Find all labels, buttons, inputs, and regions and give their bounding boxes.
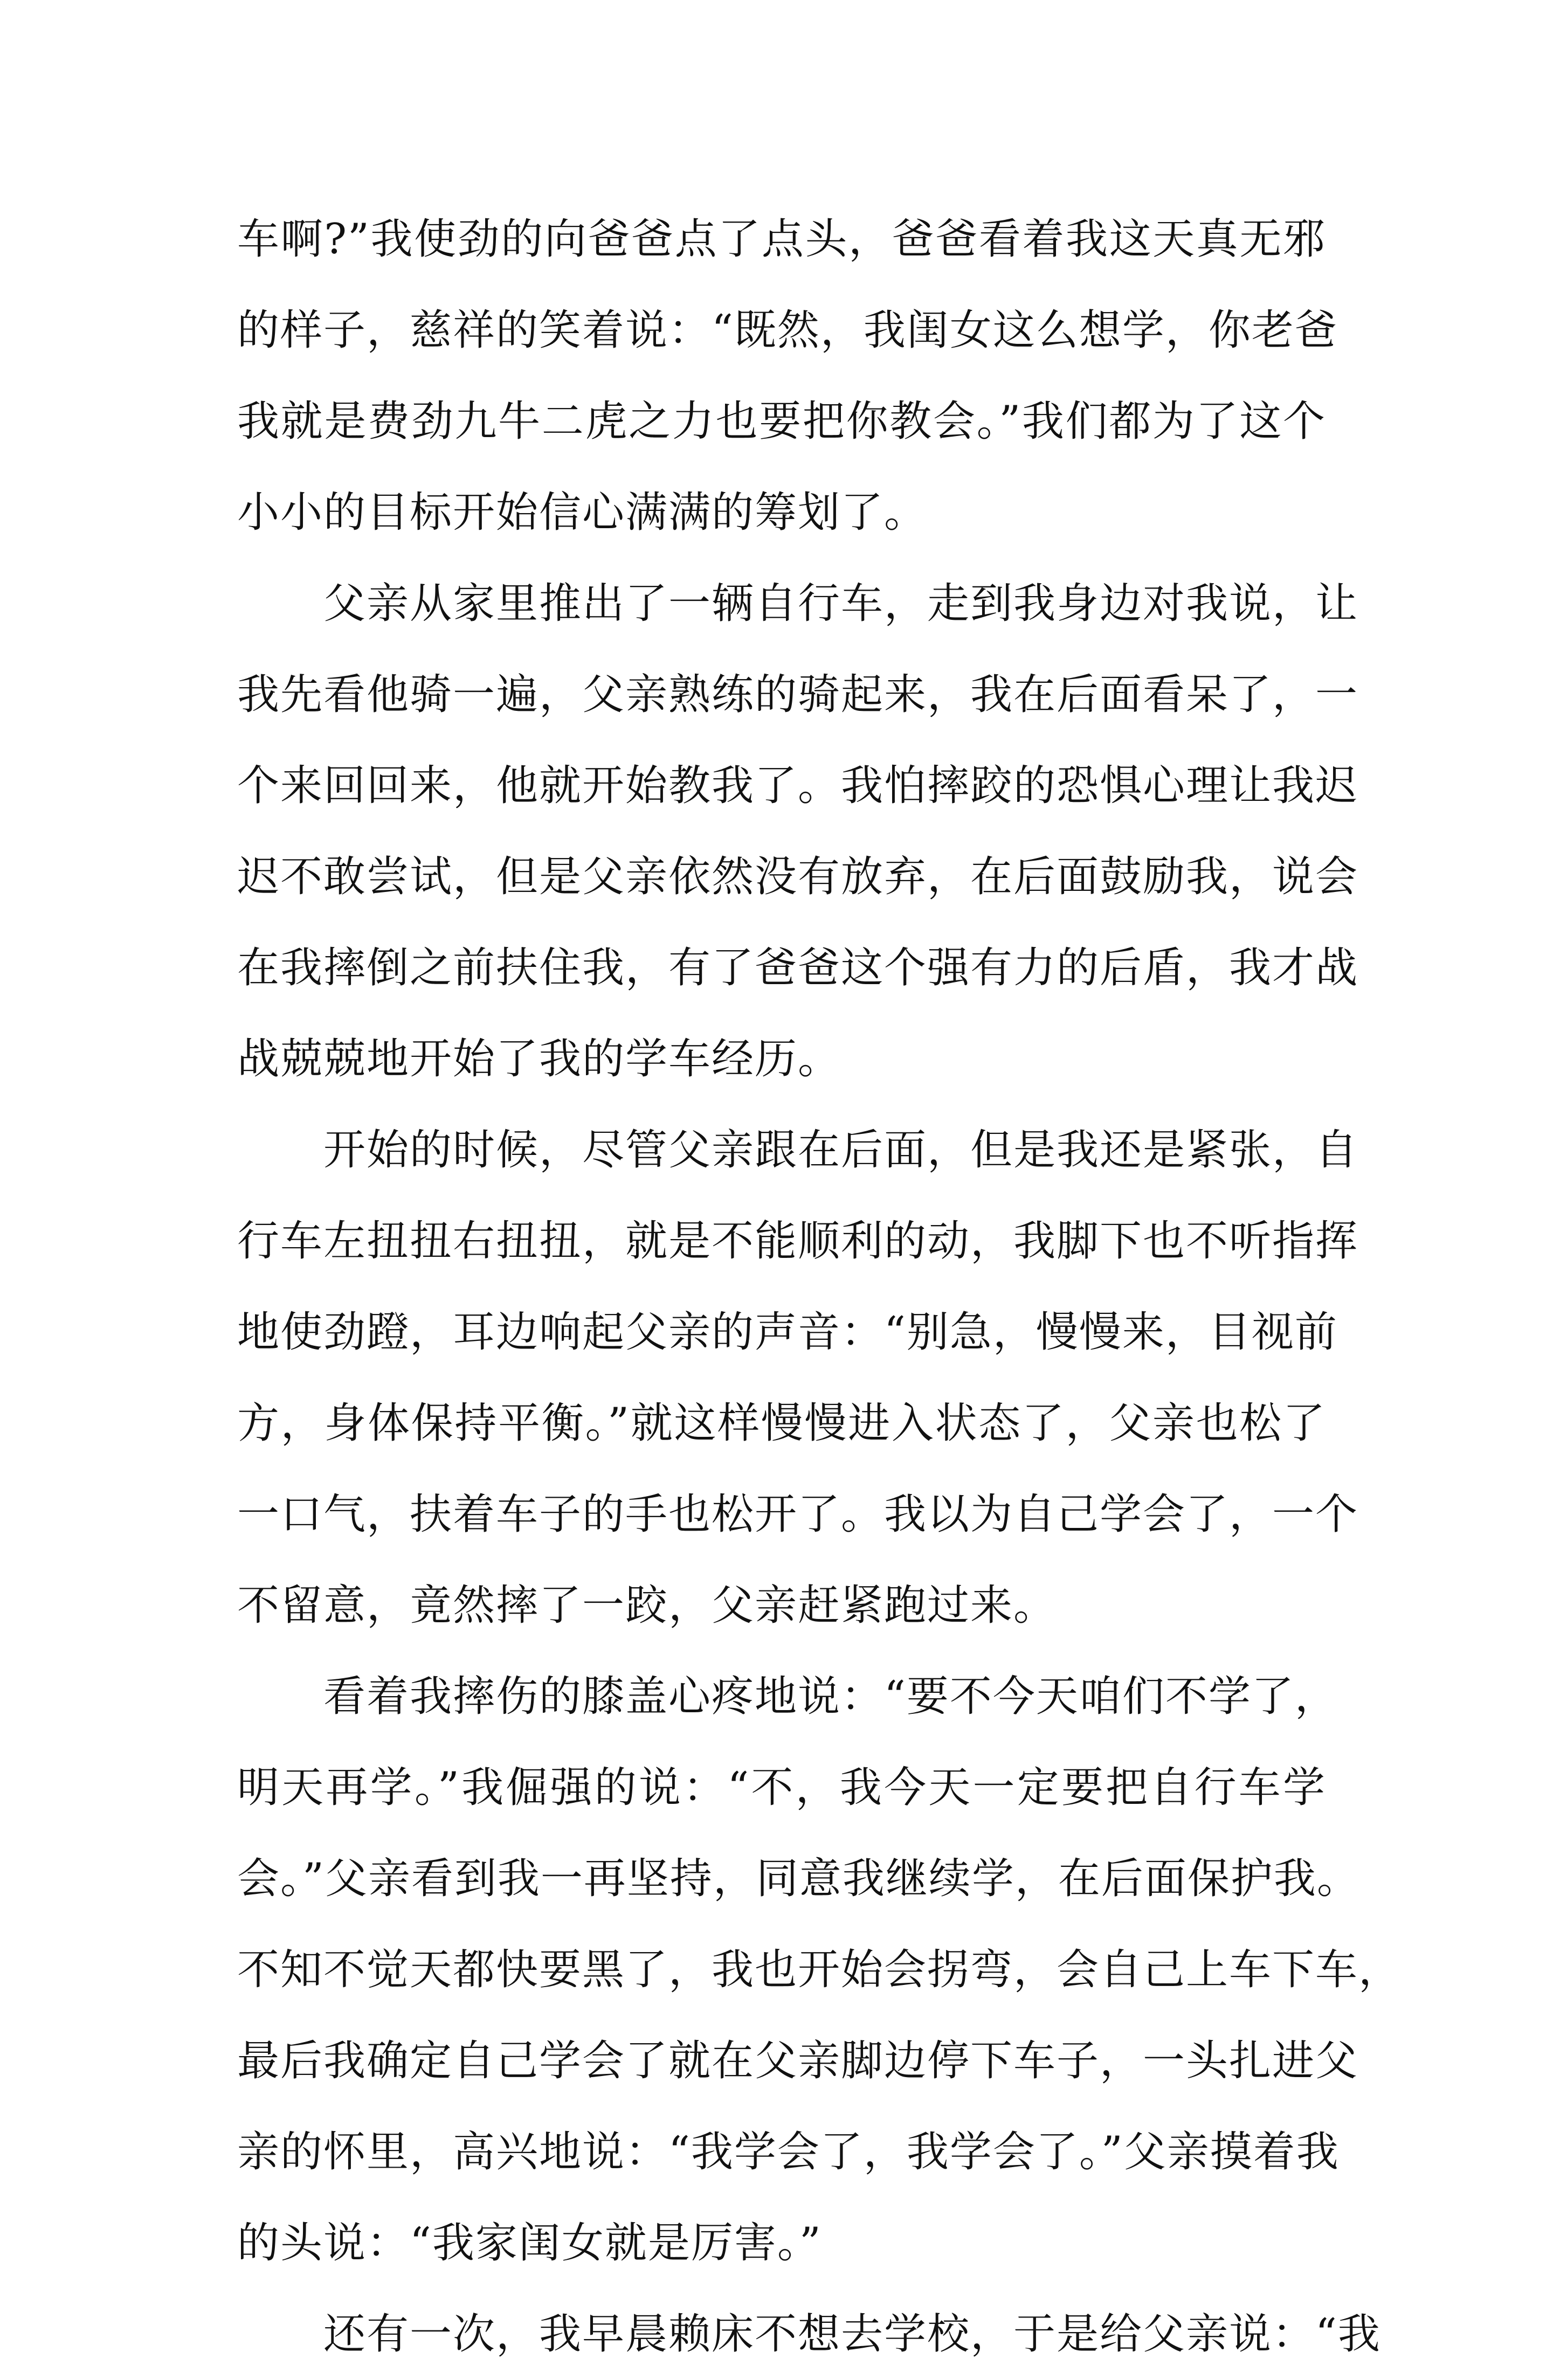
- body-text: [237, 194, 1402, 2380]
- text-line: 会。”父亲看到我一再坚持，同意我继续学，在后面保护我。: [237, 1855, 1360, 1903]
- text-line: 明天再学。”我倔强的说：“不，我今天一定要把自行车学: [237, 1763, 1326, 1812]
- paragraph-first-line: 父亲从家里推出了一辆自行车，走到我身边对我说，让: [323, 579, 1359, 628]
- text-line: 不留意，竟然摔了一跤，父亲赶紧跑过来。: [237, 1581, 1057, 1630]
- text-line: 我先看他骑一遍，父亲熟练的骑起来，我在后面看呆了，一: [237, 670, 1359, 719]
- text-line: 方，身体保持平衡。”就这样慢慢进入状态了，父亲也松了: [237, 1399, 1326, 1448]
- paragraph-first-line: 看着我摔伤的膝盖心疼地说：“要不今天咱们不学了，: [323, 1672, 1338, 1721]
- text-line: 亲的怀里，高兴地说：“我学会了，我学会了。”父亲摸着我: [237, 2128, 1340, 2176]
- text-line: 小小的目标开始信心满满的筹划了。: [237, 488, 928, 537]
- text-line: 我就是费劲九牛二虎之力也要把你教会。”我们都为了这个: [237, 397, 1326, 446]
- paragraph-first-line: 还有一次，我早晨赖床不想去学校，于是给父亲说：“我: [323, 2310, 1381, 2358]
- text-line: 在我摔倒之前扶住我，有了爸爸这个强有力的后盾，我才战: [237, 944, 1359, 992]
- text-line: 战兢兢地开始了我的学车经历。: [237, 1035, 841, 1083]
- text-line: 不知不觉天都快要黑了，我也开始会拐弯，会自己上车下车，: [237, 1946, 1402, 1994]
- text-line: 个来回回来，他就开始教我了。我怕摔跤的恐惧心理让我迟: [237, 762, 1359, 810]
- text-line: 的头说：“我家闺女就是厉害。”: [237, 2219, 822, 2267]
- text-line: 地使劲蹬，耳边响起父亲的声音：“别急，慢慢来，目视前: [237, 1308, 1338, 1357]
- paragraph-first-line: 开始的时候，尽管父亲跟在后面，但是我还是紧张，自: [323, 1126, 1359, 1174]
- text-line: 一口气，扶着车子的手也松开了。我以为自己学会了，一个: [237, 1490, 1359, 1539]
- text-line: 迟不敢尝试，但是父亲依然没有放弃，在后面鼓励我，说会: [237, 853, 1359, 901]
- text-line: 最后我确定自己学会了就在父亲脚边停下车子，一头扎进父: [237, 2037, 1359, 2085]
- text-line: 的样子，慈祥的笑着说：“既然，我闺女这么想学，你老爸: [237, 306, 1338, 355]
- text-line: 行车左扭扭右扭扭，就是不能顺利的动，我脚下也不听指挥: [237, 1217, 1359, 1265]
- text-line: 车啊?”我使劲的向爸爸点了点头，爸爸看着我这天真无邪: [237, 215, 1326, 264]
